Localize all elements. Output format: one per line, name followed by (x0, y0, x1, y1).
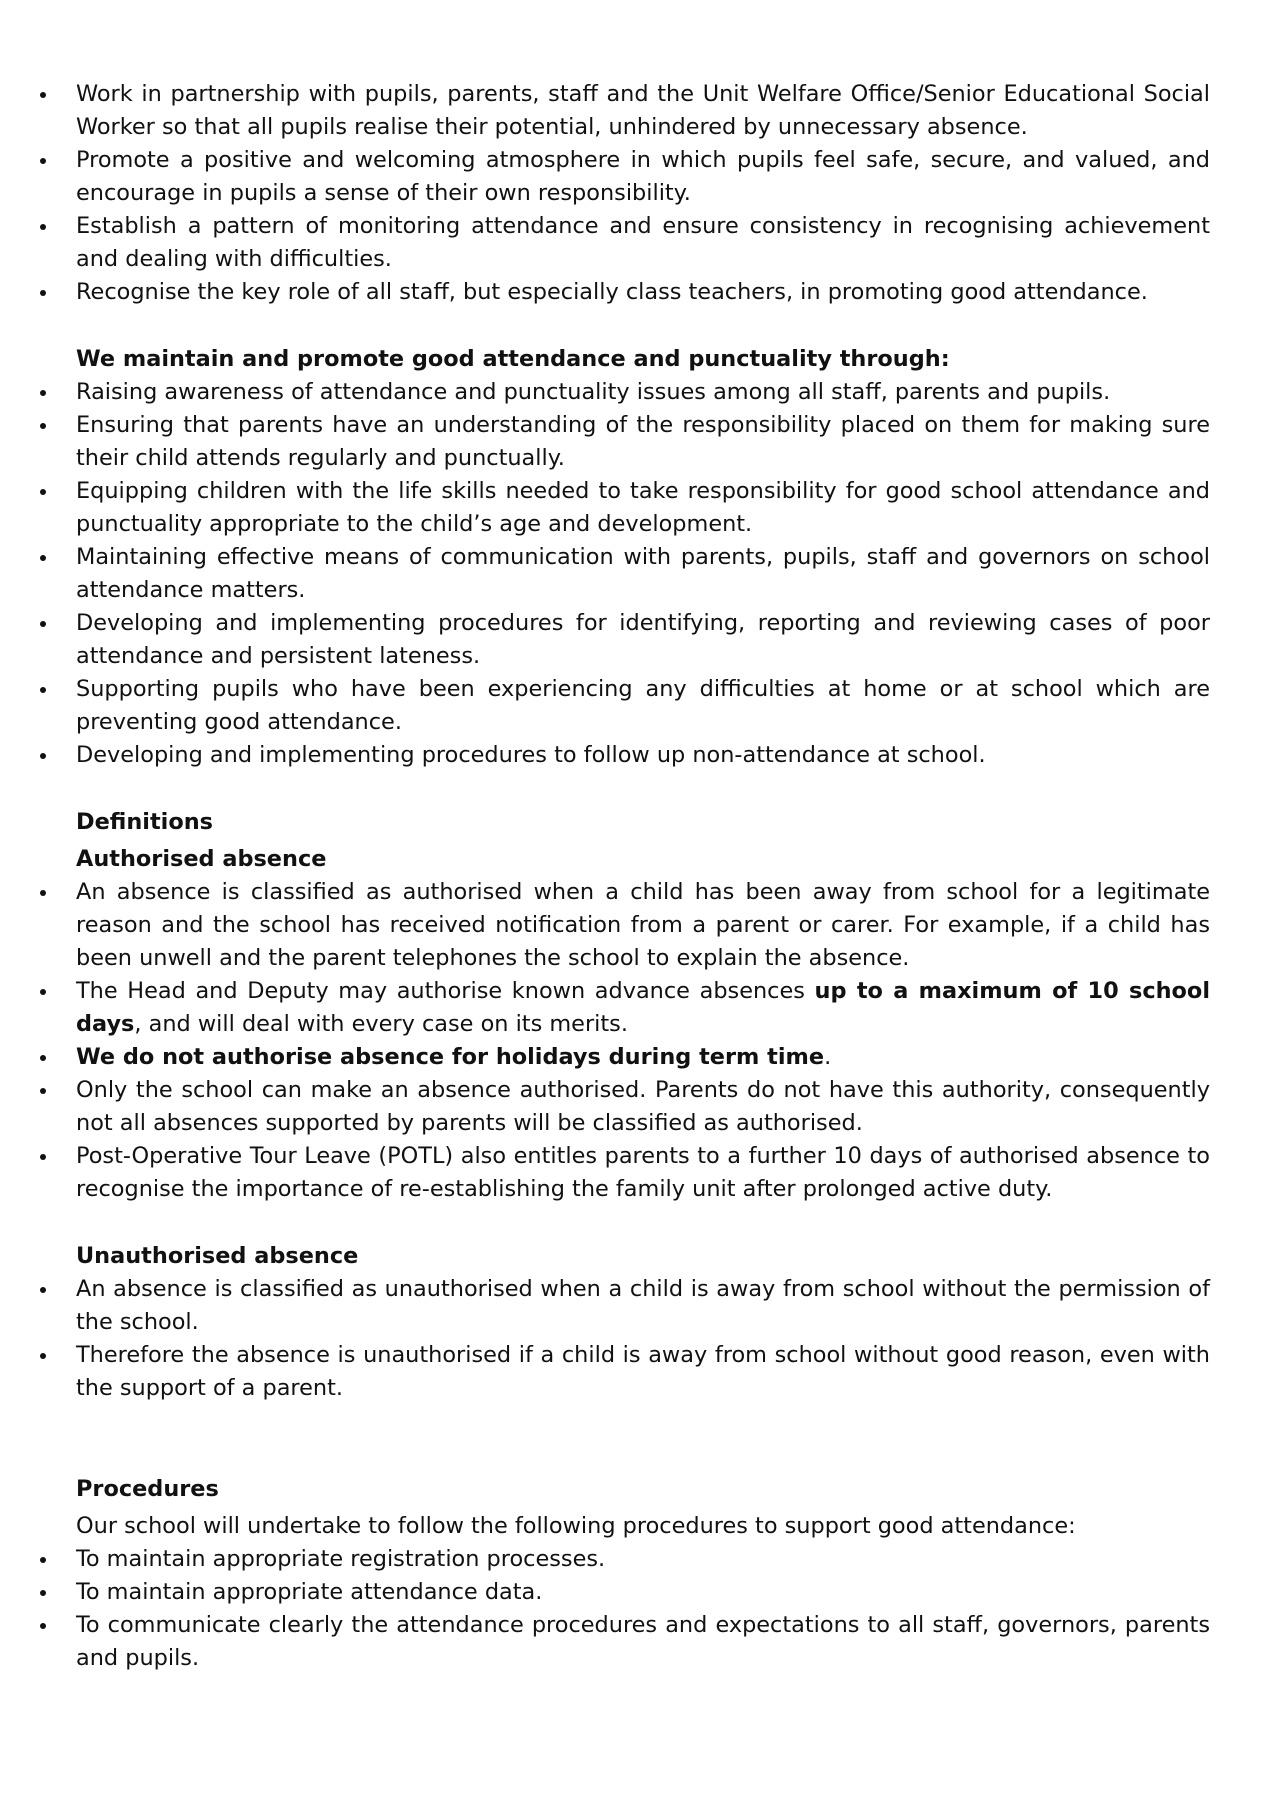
intro-bullet-list (40, 78, 1210, 309)
unauthorised-absence-heading: Unauthorised absence (76, 1243, 359, 1269)
item-text: The Head and Deputy may authorise known advance absences (76, 978, 815, 1004)
list-item: Ensuring that parents have an understanding of the responsibility placed on them for making sure their child attends regularly and punctually. (40, 409, 1210, 475)
list-item: Developing and implementing procedures for identifying, reporting and reviewing cases of poor attendance and persistent lateness. (40, 607, 1210, 673)
list-item: Therefore the absence is unauthorised if a child is away from school without good reason, even with the support of a parent. (40, 1339, 1210, 1405)
promote-heading: We maintain and promote good attendance and punctuality through: (76, 346, 950, 372)
list-item: Supporting pupils who have been experiencing any difficulties at home or at school which are preventing good attendance. (40, 673, 1210, 739)
document-page (40, 78, 1210, 1675)
list-item: An absence is classified as unauthorised when a child is away from school without the permission of the school. (40, 1273, 1210, 1339)
list-item: Only the school can make an absence authorised. Parents do not have this authority, consequently not all absences supported by parents will be classified as authorised. (40, 1074, 1210, 1140)
authorised-absence-heading: Authorised absence (76, 846, 327, 872)
procedures-intro: Our school will undertake to follow the following procedures to support good attendance: (76, 1513, 1076, 1539)
list-item: An absence is classified as authorised when a child has been away from school for a legitimate reason and the school has received notification from a parent or carer. For example, if a child has been unwell and the parent telephones the school to explain the absence. (40, 876, 1210, 975)
list-item: To communicate clearly the attendance procedures and expectations to all staff, governors, parents and pupils. (40, 1609, 1210, 1675)
item-text: . (824, 1044, 832, 1070)
definitions-heading: Definitions (76, 809, 214, 835)
list-item: Maintaining effective means of communication with parents, pupils, staff and governors on school attendance matters. (40, 541, 1210, 607)
list-item: Recognise the key role of all staff, but especially class teachers, in promoting good attendance. (40, 276, 1210, 309)
list-item: Establish a pattern of monitoring attendance and ensure consistency in recognising achievement and dealing with difficulties. (40, 210, 1210, 276)
list-item: Raising awareness of attendance and punctuality issues among all staff, parents and pupils. (40, 376, 1210, 409)
procedures-bullet-list (40, 1543, 1210, 1675)
procedures-heading: Procedures (76, 1476, 219, 1502)
list-item (40, 1041, 1210, 1074)
list-item: To maintain appropriate registration processes. (40, 1543, 1210, 1576)
authorised-bullet-list (40, 876, 1210, 1206)
list-item (40, 975, 1210, 1041)
list-item: Developing and implementing procedures to follow up non-attendance at school. (40, 739, 1210, 772)
unauthorised-bullet-list (40, 1273, 1210, 1405)
list-item: Work in partnership with pupils, parents, staff and the Unit Welfare Office/Senior Educational Social Worker so that all pupils realise their potential, unhindered by unnecessary absence. (40, 78, 1210, 144)
list-item: To maintain appropriate attendance data. (40, 1576, 1210, 1609)
list-item: Equipping children with the life skills needed to take responsibility for good school attendance and punctuality appropriate to the child’s age and development. (40, 475, 1210, 541)
item-bold-text: We do not authorise absence for holidays during term time (76, 1044, 825, 1070)
list-item: Post-Operative Tour Leave (POTL) also entitles parents to a further 10 days of authorised absence to recognise the importance of re-establishing the family unit after prolonged active duty. (40, 1140, 1210, 1206)
item-text: , and will deal with every case on its merits. (134, 1011, 628, 1037)
promote-bullet-list (40, 376, 1210, 772)
item-bold-text: up to a maximum of 10 school days (76, 978, 1210, 1037)
list-item: Promote a positive and welcoming atmosphere in which pupils feel safe, secure, and valued, and encourage in pupils a sense of their own responsibility. (40, 144, 1210, 210)
